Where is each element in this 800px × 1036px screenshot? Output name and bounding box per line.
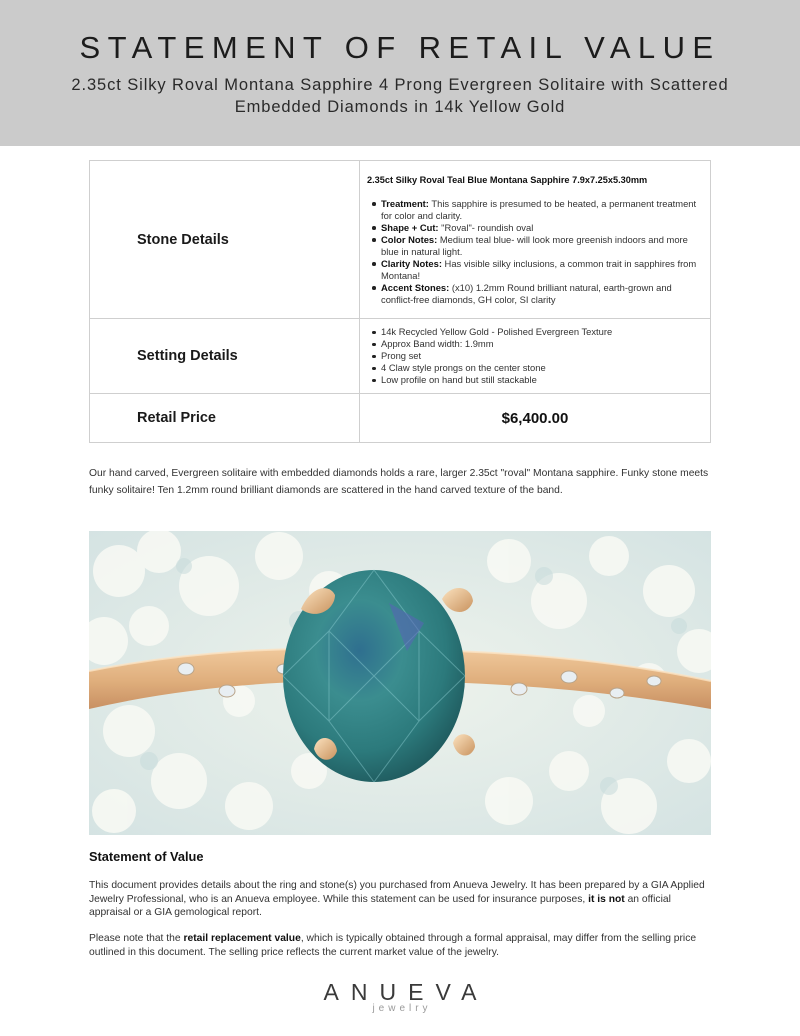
setting-details-label: Setting Details (90, 319, 360, 394)
setting-details-row (90, 319, 711, 394)
stone-detail-item (381, 198, 702, 222)
setting-detail-item: Approx Band width: 1.9mm (381, 338, 702, 350)
stone-detail-text: This sapphire is presumed to be heated, a permanent treatment for color and clarity. (381, 197, 697, 221)
stone-detail-key: Accent Stones: (381, 281, 450, 293)
retail-price-label: Retail Price (90, 394, 360, 443)
stone-detail-item (381, 234, 702, 258)
stone-details-row (90, 161, 711, 319)
stone-detail-key: Clarity Notes: (381, 257, 442, 269)
stone-detail-key: Treatment: (381, 197, 429, 209)
statement-paragraph-1 (89, 879, 714, 920)
ring-description: Our hand carved, Evergreen solitaire with embedded diamonds holds a rare, larger 2.35ct "roval" Montana sapphire. Funky stone meets funky solitaire! Ten 1.2mm round brilliant diamonds are scattered in the hand carved texture of the band. (89, 468, 709, 496)
setting-details-value (360, 319, 711, 394)
retail-price-value: $6,400.00 (360, 394, 711, 443)
stone-title: 2.35ct Silky Roval Teal Blue Montana Sapphire 7.9x7.25x5.30mm (367, 174, 648, 185)
statement-text: This document provides details about the ring and stone(s) you purchased from Anueva Jewelry. It has been prepared by a GIA Applied Jewelry Professional, who is an Anueva employee. While this statement can be used for insurance purposes, (89, 880, 705, 905)
statement-paragraph-2 (89, 932, 714, 959)
logo-subtitle: jewelry (372, 1003, 432, 1014)
setting-detail-item: 4 Claw style prongs on the center stone (381, 362, 702, 374)
stone-detail-text: (x10) 1.2mm Round brilliant natural, earth-grown and conflict-free diamonds, GH color, SI clarity (381, 281, 672, 305)
stone-detail-text: Medium teal blue- will look more greenish indoors and more blue in natural light. (381, 233, 688, 257)
setting-details-list (367, 326, 702, 386)
statement-text: an official appraisal or a GIA gemological report. (89, 893, 671, 919)
stone-detail-text: "Roval"- roundish oval (438, 221, 534, 233)
page-subtitle: 2.35ct Silky Roval Montana Sapphire 4 Prong Evergreen Solitaire with Scattered Embedded Diamonds in 14k Yellow Gold (71, 76, 729, 116)
stone-detail-item (381, 222, 702, 234)
stone-detail-text: Has visible silky inclusions, a common trait in sapphires from Montana! (381, 257, 697, 281)
stone-detail-key: Shape + Cut: (381, 221, 439, 233)
stone-details-list (367, 198, 702, 306)
page-title: STATEMENT OF RETAIL VALUE (79, 30, 721, 65)
retail-price-row (90, 394, 711, 443)
anueva-logo (300, 978, 500, 1036)
stone-detail-key: Color Notes: (381, 233, 438, 245)
stone-detail-item (381, 282, 702, 306)
statement-text: Please note that the (89, 933, 184, 944)
setting-detail-item: 14k Recycled Yellow Gold - Polished Evergreen Texture (381, 326, 702, 338)
details-table (89, 160, 711, 443)
stone-detail-item (381, 258, 702, 282)
stone-details-label: Stone Details (90, 161, 360, 319)
statement-text: , which is typically obtained through a formal appraisal, may differ from the selling price outlined in this document. The selling price reflects the current market value of the jewelry. (89, 933, 697, 958)
stone-details-value (360, 161, 711, 319)
page-header (0, 0, 800, 146)
setting-detail-item: Prong set (381, 350, 702, 362)
statement-emphasis: it is not (588, 893, 625, 905)
logo-brand: ANUEVA (323, 979, 489, 1005)
statement-heading: Statement of Value (89, 849, 204, 864)
ring-illustration (89, 531, 711, 835)
ring-photo (89, 531, 711, 835)
statement-emphasis: retail replacement value (183, 933, 301, 944)
setting-detail-item: Low profile on hand but still stackable (381, 374, 702, 386)
